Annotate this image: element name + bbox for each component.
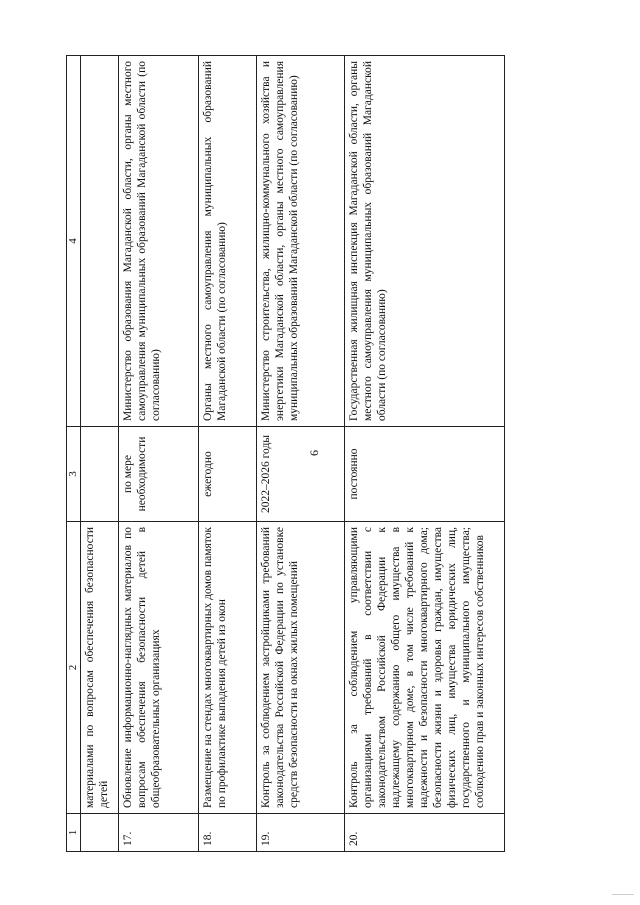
column-number-cell: 2: [67, 522, 81, 814]
row-description: материалами по вопросам обеспечения безопасности детей: [81, 522, 119, 814]
row-number: 19.: [257, 814, 345, 852]
column-number-row: [67, 56, 81, 852]
table-row: [119, 56, 199, 852]
row-description: Обновление информационно-наглядных материалов по вопросам обеспечения безопасности детей в общеобразовательных организациях: [119, 522, 199, 814]
row-period: ежегодно: [199, 427, 257, 522]
row-executors: Органы местного самоуправления муниципальных образований Магаданской области (по согласованию): [199, 56, 257, 427]
row-description: Контроль за соблюдением застройщиками требований законодательства Российской Федерации по установке средств безопасности на окнах жилых помещений: [257, 522, 345, 814]
row-executors: Государственная жилищная инспекция Магаданской области, органы местного самоуправления муниципальных образований Магаданской области (по согласованию): [345, 56, 505, 427]
row-description: Контроль за соблюдением управляющими организациями требований в соответствии с законодательством Российской Федерации к надлежащему содержанию общего имущества в многоквартирном доме, в том числе требований к надежности и безопасности многоквартирного дома; безопасности жизни и здоровья граждан, имущества физических лиц, имущества юридических лиц, государственного и муниципального имущества; соблюдению прав и законных интересов собственников: [345, 522, 505, 814]
rotated-table-sheet: [66, 56, 622, 852]
row-executors: Министерство образования Магаданской области, органы местного самоуправления муниципальных образований Магаданской области (по согласованию): [119, 56, 199, 427]
row-number: 17.: [119, 814, 199, 852]
column-number-cell: 1: [67, 814, 81, 852]
scan-edge-mark: [612, 894, 634, 895]
row-period: постоянно: [345, 427, 505, 522]
measures-table: [66, 55, 505, 852]
table-row: [257, 56, 345, 852]
page-number: 6: [307, 450, 321, 456]
row-description: Размещение на стендах многоквартирных домов памяток по профилактике выпадения детей из окон: [199, 522, 257, 814]
column-number-cell: 4: [67, 56, 81, 427]
row-period: по мере необходимости: [119, 427, 199, 522]
row-number: 20.: [345, 814, 505, 852]
row-period: 2022–2026 годы: [257, 427, 345, 522]
row-number: [81, 814, 119, 852]
column-number-cell: 3: [67, 427, 81, 522]
table-row: [81, 56, 119, 852]
table-row: [345, 56, 505, 852]
row-number: 18.: [199, 814, 257, 852]
row-executors: [81, 56, 119, 427]
table-row: [199, 56, 257, 852]
row-period: [81, 427, 119, 522]
row-executors: Министерство строительства, жилищно-коммунального хозяйства и энергетики Магаданской области, органы местного самоуправления муниципальных образований Магаданской области (по согласованию): [257, 56, 345, 427]
